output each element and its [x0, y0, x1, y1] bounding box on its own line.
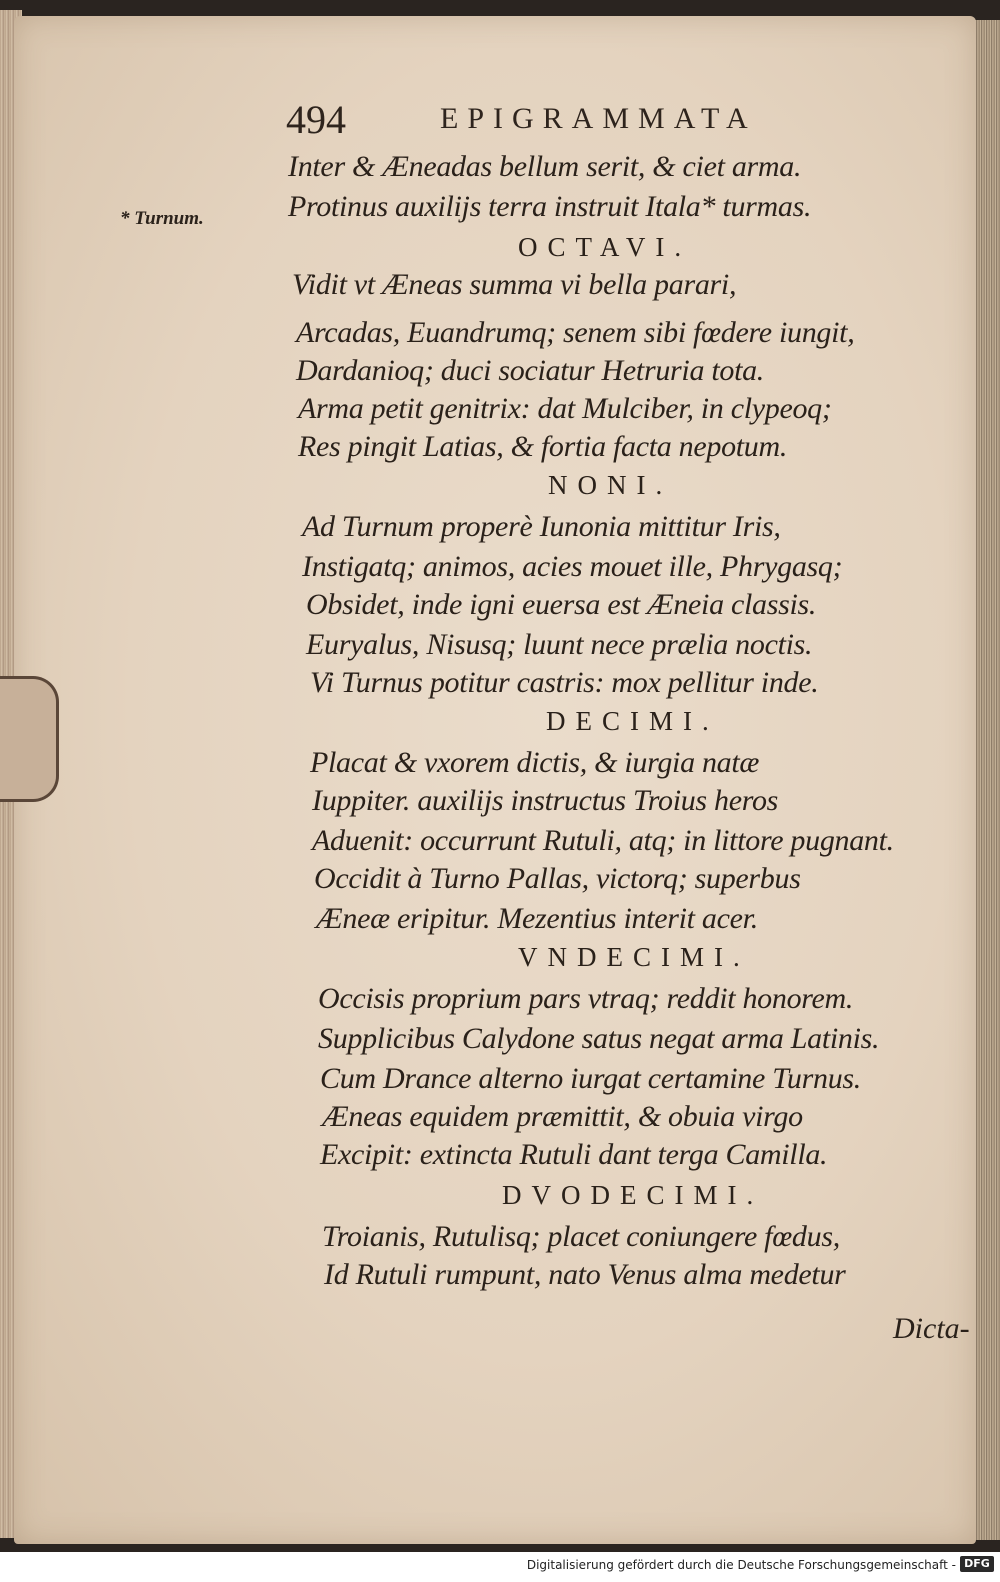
verse-line: Instigatq; animos, acies mouet ille, Phrygasq;: [302, 550, 843, 583]
verse-line: Cum Drance alterno iurgat certamine Turnus.: [320, 1062, 861, 1095]
verse-line: Æneas equidem præmittit, & obuia virgo: [322, 1100, 803, 1133]
verse-line: Dardanioq; duci sociatur Hetruria tota.: [296, 354, 765, 387]
verse-line: Vi Turnus potitur castris: mox pellitur inde.: [310, 666, 819, 699]
verse-line: Troianis, Rutulisq; placet coniungere fœdus,: [322, 1220, 840, 1253]
verse-line: Arma petit genitrix: dat Mulciber, in clypeoq;: [298, 392, 832, 425]
verse-line: Obsidet, inde igni euersa est Æneia classis.: [306, 588, 817, 621]
running-head: EPIGRAMMATA: [440, 102, 757, 135]
section-title: VNDECIMI.: [518, 942, 750, 972]
section-title: NONI.: [548, 470, 673, 500]
verse-line: Supplicibus Calydone satus negat arma Latinis.: [318, 1022, 880, 1055]
section-title: DECIMI.: [546, 706, 719, 736]
verse-line: Excipit: extincta Rutuli dant terga Camilla.: [320, 1138, 828, 1171]
verse-line: Occisis proprium pars vtraq; reddit honorem.: [318, 982, 854, 1015]
margin-note: * Turnum.: [120, 208, 204, 229]
footer-credit: Digitalisierung gefördert durch die Deutsche Forschungsgemeinschaft -: [526, 1558, 956, 1572]
verse-line: Ad Turnum properè Iunonia mittitur Iris,: [302, 510, 781, 543]
verse-line: Aduenit: occurrunt Rutuli, atq; in littore pugnant.: [312, 824, 894, 857]
verse-line: Placat & vxorem dictis, & iurgia natæ: [310, 746, 760, 779]
section-title: OCTAVI.: [518, 232, 692, 262]
page-number: 494: [286, 97, 346, 142]
verse-line: Æneæ eripitur. Mezentius interit acer.: [316, 902, 758, 935]
dfg-logo: DFG: [960, 1556, 994, 1572]
verse-line: Id Rutuli rumpunt, nato Venus alma medetur: [324, 1258, 846, 1291]
verse-line: Iuppiter. auxilijs instructus Troius heros: [312, 784, 779, 817]
section-title: DVODECIMI.: [502, 1180, 764, 1210]
verse-line: Arcadas, Euandrumq; senem sibi fœdere iungit,: [296, 316, 855, 349]
verse-line: Inter & Æneadas bellum serit, & ciet arma.: [288, 150, 802, 183]
verse-line: Vidit vt Æneas summa vi bella parari,: [292, 268, 737, 301]
verse-line: Euryalus, Nisusq; luunt nece prælia noctis.: [306, 628, 813, 661]
verse-line: Res pingit Latias, & fortia facta nepotum.: [298, 430, 788, 463]
catchword: Dicta-: [893, 1312, 970, 1345]
verse-line: Protinus auxilijs terra instruit Itala* turmas.: [288, 190, 812, 223]
verse-line: Occidit à Turno Pallas, victorq; superbus: [314, 862, 801, 895]
